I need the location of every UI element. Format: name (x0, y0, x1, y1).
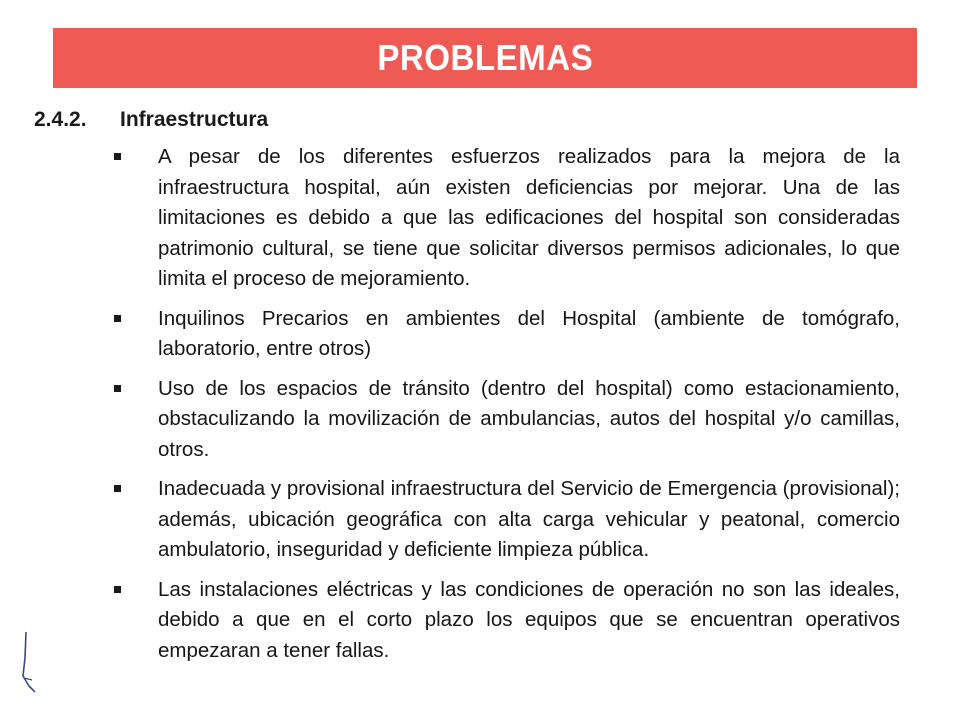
bullet-text: Las instalaciones eléctricas y las condiciones de operación no son las ideales, debido a que en el corto plazo los equipos que se encuentran operativos empezaran a tener fallas. (158, 577, 900, 662)
square-bullet-icon (114, 315, 121, 322)
bullet-text: A pesar de los diferentes esfuerzos realizados para la mejora de la infraestructura hospital, aún existen deficiencias por mejorar. Una de las limitaciones es debido a que las edificaciones del hospital son consideradas patrimonio cultural, se tiene que solicitar diversos permisos adicionales, lo que limita el proceso de mejoramiento. (158, 145, 900, 290)
list-item (114, 142, 900, 295)
list-item (114, 474, 900, 566)
square-bullet-icon (114, 485, 121, 492)
list-item (114, 575, 900, 667)
square-bullet-icon (114, 153, 121, 160)
handwritten-margin-mark-icon (20, 628, 40, 696)
title-banner (53, 28, 917, 88)
list-item (114, 304, 900, 365)
scanned-document (30, 98, 910, 698)
section-title: Infraestructura (120, 108, 269, 131)
bullet-text: Uso de los espacios de tránsito (dentro del hospital) como estacionamiento, obstaculizando la movilización de ambulancias, autos del hospital y/o camillas, otros. (158, 376, 900, 461)
bullet-text: Inadecuada y provisional infraestructura del Servicio de Emergencia (provisional); además, ubicación geográfica con alta carga vehicular y peatonal, comercio ambulatorio, inseguridad y deficiente limpieza pública. (158, 477, 900, 561)
bullet-text: Inquilinos Precarios en ambientes del Hospital (ambiente de tomógrafo, laboratorio, entre otros) (158, 306, 900, 360)
section-number: 2.4.2. (34, 108, 87, 131)
list-item (114, 374, 900, 466)
section-heading (34, 108, 268, 132)
bullet-list (114, 142, 900, 675)
square-bullet-icon (114, 385, 121, 392)
square-bullet-icon (114, 586, 121, 593)
slide-title: PROBLEMAS (377, 37, 593, 78)
